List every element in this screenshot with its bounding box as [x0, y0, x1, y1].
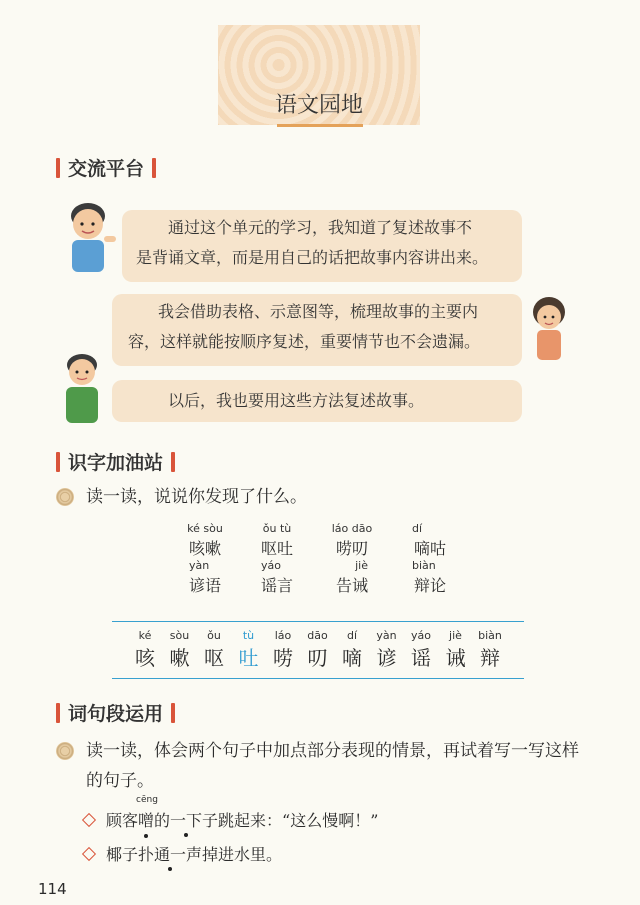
literacy-task-text: 读一读，说说你发现了什么。: [86, 487, 307, 507]
band-character: dí 嘀: [342, 629, 362, 670]
example-1-dotted: 的一下子: [154, 811, 219, 830]
dialogue-bubble-3: [112, 380, 522, 422]
word-item: ké sòu 咳嗽: [187, 522, 223, 558]
dialogue-3-line-1: 以后，我也要用这些方法复述故事。: [168, 391, 425, 410]
heading-bar-right: [171, 703, 175, 723]
word-item: jiè 告诫: [335, 559, 368, 595]
boy-avatar-2: [56, 350, 108, 428]
word-item: dí 嘀咕: [412, 522, 446, 558]
band-character: dāo 叨: [307, 629, 328, 670]
section-heading-literacy: [56, 448, 175, 475]
example-sentence-1: [84, 795, 379, 831]
heading-bar-left: [56, 158, 60, 178]
heading-bar-left: [56, 703, 60, 723]
heading-bar-left: [56, 452, 60, 472]
read-badge-icon: [56, 742, 74, 760]
example-1-ruby: cēng 噌: [136, 795, 158, 830]
band-character: sòu 嗽: [169, 629, 190, 670]
title-underline: [277, 124, 363, 127]
band-character: biàn 辩: [478, 629, 502, 670]
word-item: biàn 辩论: [412, 559, 446, 595]
example-1-post: 跳起来：“这么慢啊！”: [218, 811, 379, 830]
word-item: yáo 谣言: [260, 559, 293, 595]
example-2-dotted: 扑通一声: [138, 845, 203, 864]
example-1-pre: 顾客: [106, 811, 139, 830]
heading-bar-right: [152, 158, 156, 178]
band-character: ǒu 呕: [204, 629, 224, 670]
character-band: [112, 621, 524, 679]
page-number: 114: [38, 880, 67, 898]
diamond-bullet-icon: [82, 846, 96, 860]
diamond-bullet-icon: [82, 812, 96, 826]
page-title: 语文园地: [274, 93, 363, 118]
band-character: yàn 谚: [376, 629, 397, 670]
words-task-text: 读一读，体会两个句子中加点部分表现的情景，再试着写一写这样的句子。: [86, 741, 579, 791]
section-title: 交流平台: [68, 158, 145, 180]
literacy-task: [56, 482, 307, 512]
band-character: láo 唠: [273, 629, 293, 670]
example-2-pre: 椰子: [106, 845, 139, 864]
section-title: 识字加油站: [68, 452, 164, 474]
dialogue-bubble-1: [122, 210, 522, 282]
dialogue-bubble-2: [112, 294, 522, 366]
band-character: yáo 谣: [411, 629, 431, 670]
section-heading-exchange: [56, 154, 156, 181]
section-heading-words: [56, 699, 175, 726]
word-item: ǒu tù 呕吐: [260, 522, 293, 558]
example-2-post: 掉进水里。: [202, 845, 283, 864]
words-task: [56, 736, 586, 796]
dialogue-1-line-1: 通过这个单元的学习，我知道了复述故事不: [168, 218, 473, 237]
dialogue-2-line-2: 容，这样就能按顺序复述，重要情节也不会遗漏。: [128, 332, 481, 351]
band-character: ké 咳: [135, 629, 155, 670]
section-title: 词句段运用: [68, 703, 164, 725]
word-item: yàn 谚语: [188, 559, 221, 595]
dialogue-1-line-2: 是背诵文章，而是用自己的话把故事内容讲出来。: [136, 248, 489, 267]
girl-avatar: [527, 292, 571, 364]
read-badge-icon: [56, 488, 74, 506]
band-character: jiè 诫: [445, 629, 466, 670]
heading-bar-right: [171, 452, 175, 472]
example-sentence-2: [84, 842, 282, 865]
boy-avatar-1: [60, 194, 122, 280]
dialogue-2-line-1: 我会借助表格、示意图等，梳理故事的主要内: [158, 302, 479, 321]
band-character: tù 吐: [238, 629, 259, 670]
word-item: láo dāo 唠叨: [331, 522, 373, 558]
